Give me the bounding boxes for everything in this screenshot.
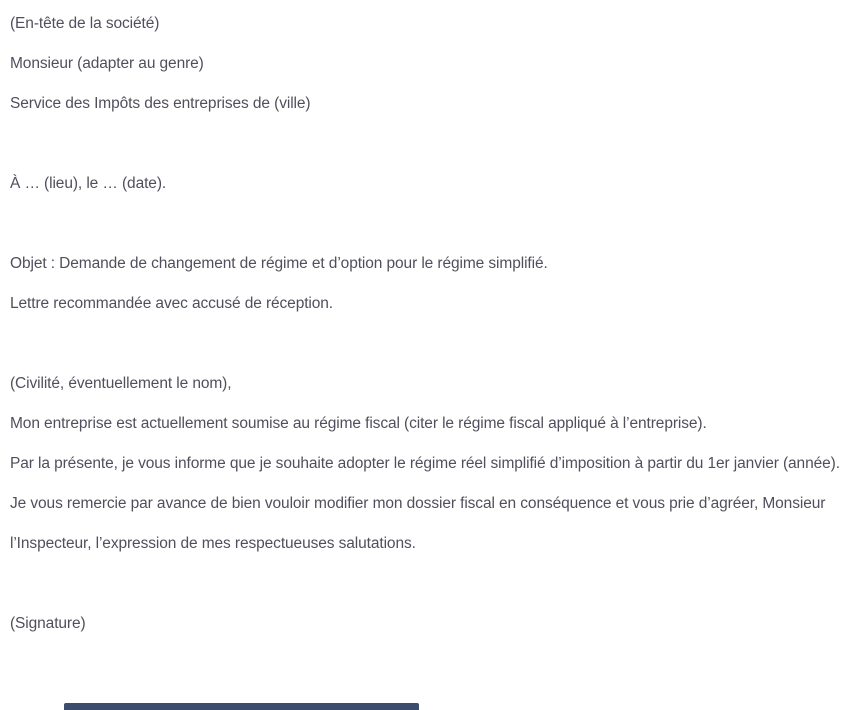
letterhead-line: (En-tête de la société) — [10, 15, 160, 32]
subject-line: Objet : Demande de changement de régime et d’option pour le régime simplifié. — [10, 255, 548, 272]
recipient-line: Monsieur (adapter au genre) — [10, 55, 204, 72]
body-paragraph-request: Par la présente, je vous informe que je souhaite adopter le régime réel simplifié d’imposition à partir du 1er janvier (année). — [10, 455, 840, 472]
body-paragraph-current-regime: Mon entreprise est actuellement soumise au régime fiscal (citer le régime fiscal appliqué à l’entreprise). — [10, 415, 707, 432]
registered-mail-line: Lettre recommandée avec accusé de réception. — [10, 295, 334, 312]
bottom-bar[interactable] — [64, 703, 419, 710]
salutation-line: (Civilité, éventuellement le nom), — [10, 375, 232, 392]
tax-service-line: Service des Impôts des entreprises de (ville) — [10, 95, 311, 112]
place-date-line: À … (lieu), le … (date). — [10, 175, 167, 192]
signature-line: (Signature) — [10, 615, 86, 632]
body-paragraph-closing: Je vous remercie par avance de bien vouloir modifier mon dossier fiscal en conséquence et vous prie d’agréer, Monsieur l’Inspecteur, l’expression de mes respectueuses salutations. — [10, 495, 826, 552]
